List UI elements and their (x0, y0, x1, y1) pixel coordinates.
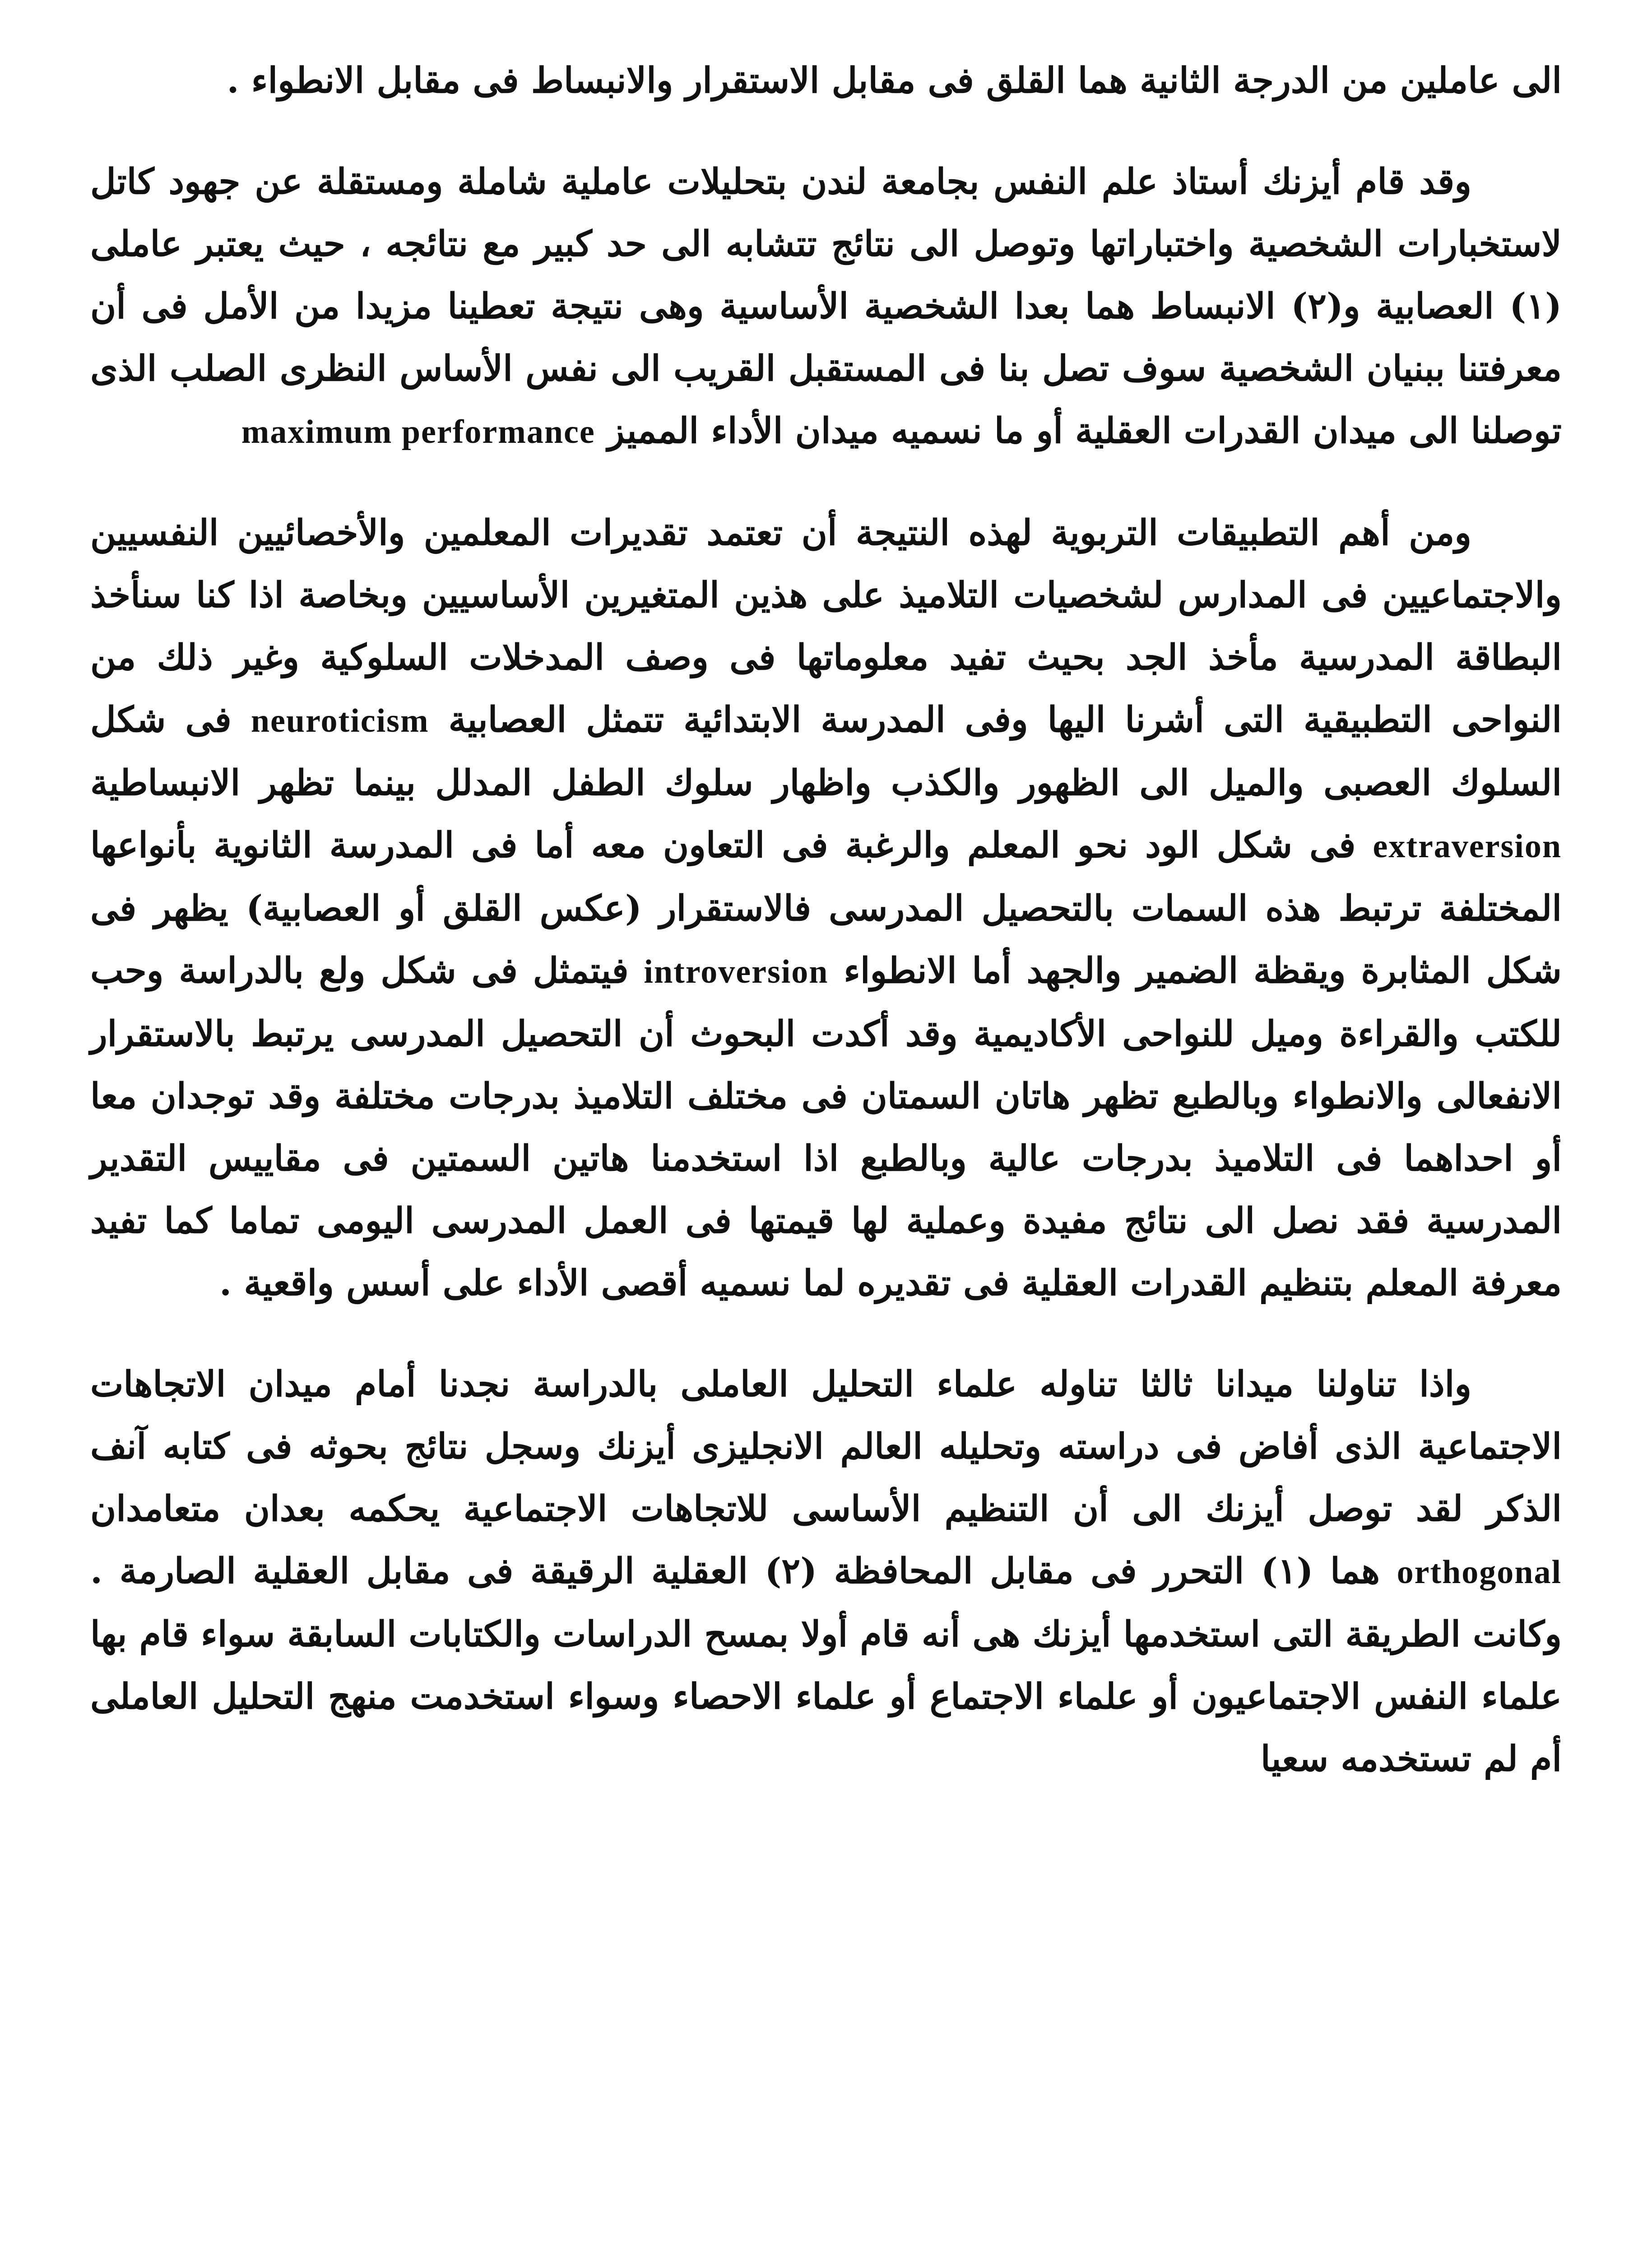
paragraph-4-text-1: واذا تناولنا ميدانا ثالثا تناوله علماء التحليل العاملى بالدراسة نجدنا أمام ميدان الاتجاهات الاجتماعية الذى أفاض فى دراسته وتحليله العالم الانجليزى أيزنك وسجل نتائج بحوثه فى كتابه آنف الذكر لقد توصل أيزنك الى أن التنظيم الأساسى للاتجاهات الاجتماعية يحكمه بعدان متعامدان (90, 1364, 1562, 1529)
paragraph-1 (90, 50, 1562, 112)
paragraph-3-text-4: فيتمثل فى شكل ولع بالدراسة وحب للكتب والقراءة وميل للنواحى الأكاديمية وقد أكدت البحوث أن التحصيل المدرسى يرتبط بالاستقرار الانفعالى والانطواء وبالطبع تظهر هاتان السمتان فى مختلف التلاميذ بدرجات مختلفة وقد توجدان معا أو احداهما فى التلاميذ بدرجات عالية وبالطبع اذا استخدمنا هاتين السمتين فى مقاييس التقدير المدرسية فقد نصل الى نتائج مفيدة وعملية لها قيمتها فى العمل المدرسى اليومى تماما كما تفيد معرفة المعلم بتنظيم القدرات العقلية فى تقديره لما نسميه أقصى الأداء على أسس واقعية . (90, 950, 1562, 1304)
paragraph-4-text-2: هما (١) التحرر فى مقابل المحافظة (٢) العقلية الرقيقة فى مقابل العقلية الصارمة . وكانت الطريقة التى استخدمها أيزنك هى أنه قام أولا بمسح الدراسات والكتابات السابقة سواء قام بها علماء النفس الاجتماعيون أو علماء الاجتماع أو علماء الاحصاء وسواء استخدمت منهج التحليل العاملى أم لم تستخدمه سعيا (90, 1551, 1562, 1779)
term-orthogonal: orthogonal (1397, 1554, 1562, 1591)
paragraph-2-text: وقد قام أيزنك أستاذ علم النفس بجامعة لندن بتحليلات عاملية شاملة ومستقلة عن جهود كاتل لاستخبارات الشخصية واختباراتها وتوصل الى نتائج تتشابه الى حد كبير مع نتائجه ، حيث يعتبر عاملى (١) العصابية و(٢) الانبساط هما بعدا الشخصية الأساسية وهى نتيجة تعطينا مزيدا من الأمل فى أن معرفتنا ببنيان الشخصية سوف تصل بنا فى المستقبل القريب الى نفس الأساس النظرى الصلب الذى توصلنا الى ميدان القدرات العقلية أو ما نسميه ميدان الأداء المميز (90, 161, 1562, 451)
paragraph-3-text-2: فى شكل السلوك العصبى والميل الى الظهور والكذب واظهار سلوك الطفل المدلل بينما تظهر الانبساطية (90, 699, 1562, 803)
paragraph-1-text: الى عاملين من الدرجة الثانية هما القلق فى مقابل الاستقرار والانبساط فى مقابل الانطواء . (227, 60, 1562, 101)
term-introversion: introversion (644, 953, 829, 990)
paragraph-2 (90, 151, 1562, 463)
paragraph-3-text-3: فى شكل الود نحو المعلم والرغبة فى التعاون معه أما فى المدرسة الثانوية بأنواعها المختلفة ترتبط هذه السمات بالتحصيل المدرسى فالاستقرار (عكس القلق أو العصابية) يظهر فى شكل المثابرة ويقظة الضمير والجهد أما الانطواء (90, 825, 1562, 991)
paragraph-3-text-1: ومن أهم التطبيقات التربوية لهذه النتيجة أن تعتمد تقديرات المعلمين والأخصائيين النفسيين والاجتماعيين فى المدارس لشخصيات التلاميذ على هذين المتغيرين الأساسيين وبخاصة اذا كنا سنأخذ البطاقة المدرسية مأخذ الجد بحيث تفيد معلوماتها فى وصف المدخلات السلوكية وغير ذلك من النواحى التطبيقية التى أشرنا اليها وفى المدرسة الابتدائية تتمثل العصابية (90, 512, 1562, 740)
book-page (90, 50, 1562, 2257)
paragraph-3 (90, 502, 1562, 1314)
paragraph-4 (90, 1353, 1562, 1790)
term-neuroticism: neuroticism (251, 702, 429, 739)
term-extraversion: extraversion (1373, 828, 1562, 865)
term-maximum-performance: maximum performance (241, 413, 595, 450)
